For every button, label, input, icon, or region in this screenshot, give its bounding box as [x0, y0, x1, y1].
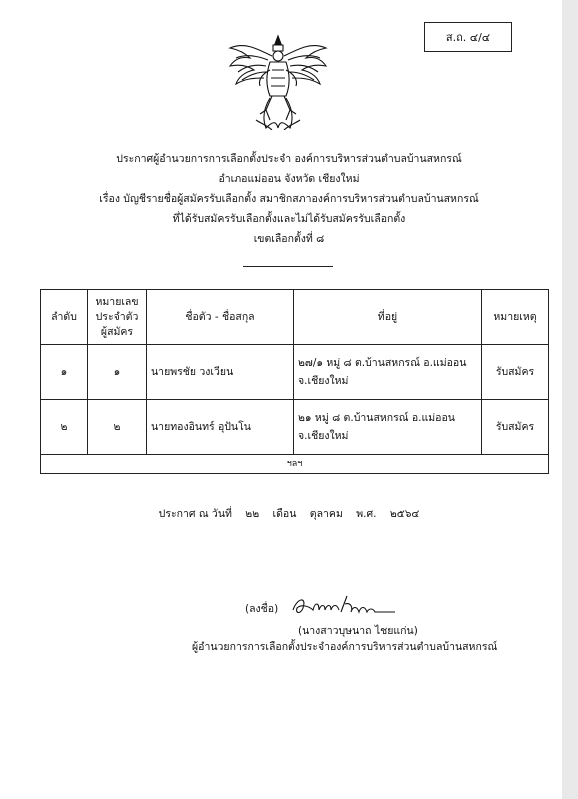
announcement-date [0, 505, 578, 522]
header-address: ที่อยู่ [294, 290, 482, 345]
header-line-1: ประกาศผู้อำนวยการการเลือกตั้งประจำ องค์การบริหารส่วนตำบลบ้านสหกรณ์ [116, 153, 462, 165]
header-name: ชื่อตัว - ชื่อสกุล [147, 290, 294, 345]
row-address [294, 400, 482, 455]
row-remark: รับสมัคร [482, 345, 549, 400]
row-name: นายพรชัย วงเวียน [147, 345, 294, 400]
signer-title: ผู้อำนวยการการเลือกตั้งประจำองค์การบริหารส่วนตำบลบ้านสหกรณ์ [192, 641, 498, 653]
header-no: ลำดับ [41, 290, 88, 345]
table-row [41, 345, 549, 400]
date-month: ตุลาคม [309, 508, 343, 520]
row-no: ๑ [41, 345, 88, 400]
date-year-label: พ.ศ. [356, 508, 377, 520]
signature-label: (ลงชื่อ) [245, 603, 279, 615]
date-month-label: เดือน [272, 508, 297, 520]
garuda-emblem-icon [226, 34, 330, 130]
table-row [41, 400, 549, 455]
end-mark: ฯลฯ [41, 455, 549, 474]
address-line-1: ๒๑ หมู่ ๘ ต.บ้านสหกรณ์ อ.แม่ออน [298, 412, 455, 424]
header-candidate-no: หมายเลข ประจำตัว ผู้สมัคร [88, 290, 147, 345]
candidate-table [40, 289, 549, 474]
table-end-row [41, 455, 549, 474]
date-day: ๒๒ [245, 508, 260, 520]
header-line-2: อำเภอแม่ออน จังหวัด เชียงใหม่ [218, 173, 360, 185]
row-name: นายทองอินทร์ อุปันโน [147, 400, 294, 455]
form-code-box: ส.ถ. ๔/๔ [424, 22, 512, 52]
address-line-2: จ.เชียงใหม่ [298, 375, 349, 387]
row-no: ๒ [41, 400, 88, 455]
header-remark: หมายเหตุ [482, 290, 549, 345]
row-remark: รับสมัคร [482, 400, 549, 455]
handwritten-signature [287, 588, 397, 622]
address-line-2: จ.เชียงใหม่ [298, 430, 349, 442]
row-address [294, 345, 482, 400]
row-candidate-no: ๑ [88, 345, 147, 400]
header-line-5: เขตเลือกตั้งที่ ๘ [253, 233, 325, 245]
date-prefix: ประกาศ ณ วันที่ [158, 508, 232, 520]
title-underline [243, 266, 333, 267]
header-line-4: ที่ได้รับสมัครรับเลือกตั้งและไม่ได้รับสมัครรับเลือกตั้ง [172, 213, 406, 225]
date-year: ๒๕๖๔ [389, 508, 420, 520]
scrollbar-track[interactable] [562, 0, 578, 799]
header-line-3: เรื่อง บัญชีรายชื่อผู้สมัครรับเลือกตั้ง สมาชิกสภาองค์การบริหารส่วนตำบลบ้านสหกรณ์ [99, 193, 479, 205]
signer-name: (นางสาวบุษนาถ ไชยแก่น) [298, 625, 418, 637]
address-line-1: ๒๗/๑ หมู่ ๘ ต.บ้านสหกรณ์ อ.แม่ออน [298, 357, 467, 369]
row-candidate-no: ๒ [88, 400, 147, 455]
table-header-row [41, 290, 549, 345]
